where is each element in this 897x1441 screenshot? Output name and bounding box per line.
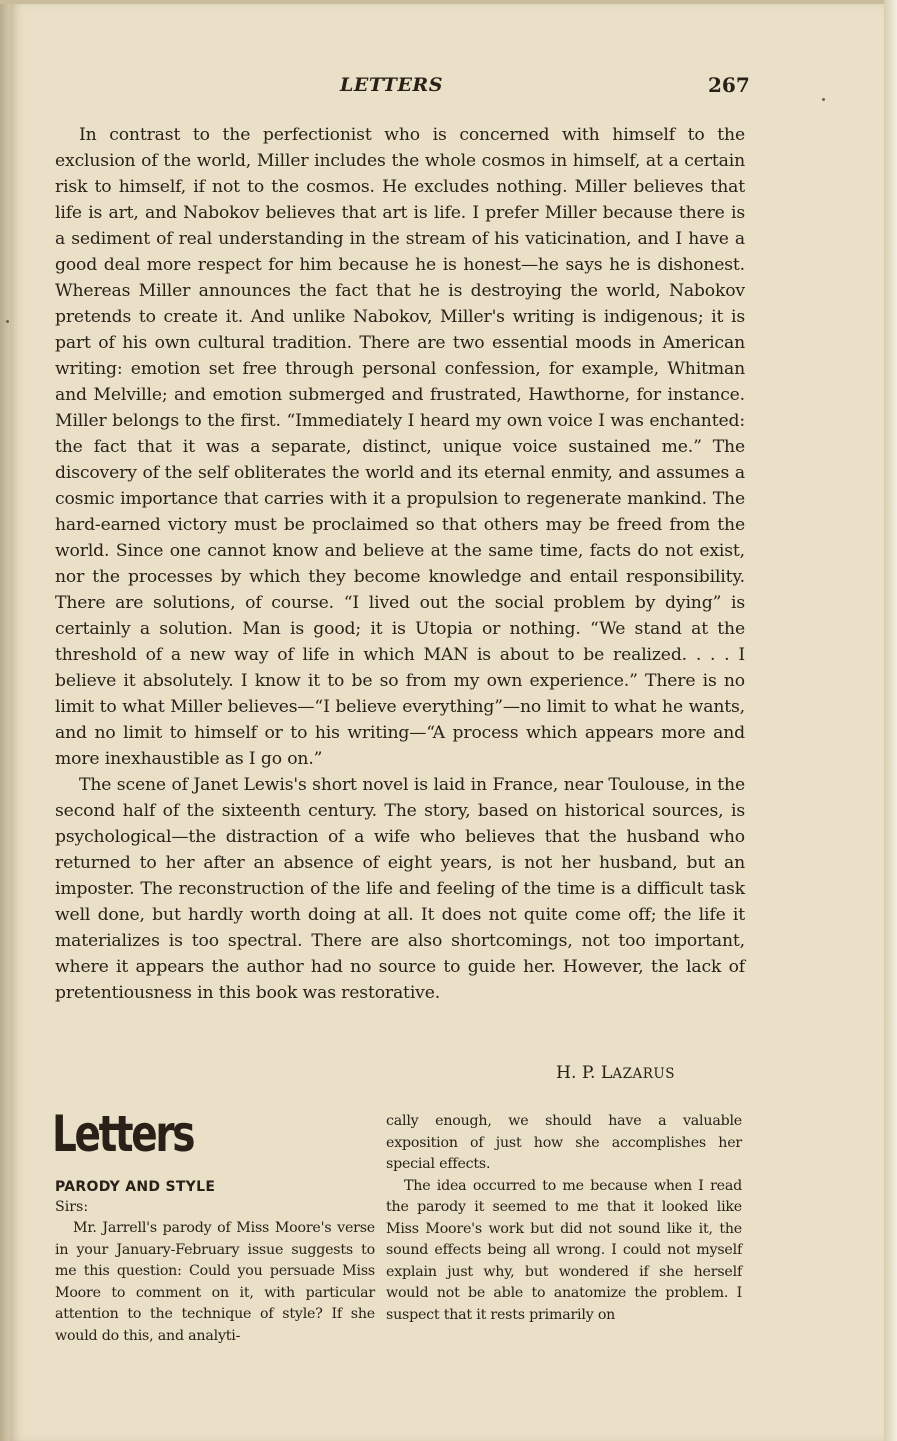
- review-text: [55, 122, 745, 1006]
- running-head: LETTERS: [340, 74, 443, 96]
- paper-speck: [822, 98, 825, 101]
- page-top-edge: [0, 0, 897, 4]
- letter-column-right: [386, 1111, 742, 1326]
- paper-speck: [6, 320, 9, 323]
- page-number: 267: [708, 73, 750, 97]
- signature-initials: H. P. L: [556, 1063, 613, 1083]
- page-right-edge: [884, 0, 897, 1441]
- review-paragraph-1: In contrast to the perfectionist who is concerned with himself to the exclusion of the world, Miller includes the whole cosmos in himself, at a certain risk to himself, if not to the cosmos. He excludes nothing. Miller believes that life is art, and Nabokov believes that art is life. I prefer Miller because there is a sediment of real understanding in the stream of his vaticination, and I have a good deal more respect for him because he is honest—he says he is dishonest. Whereas Miller announces the fact that he is destroying the world, Nabokov pretends to create it. And unlike Nabokov, Miller's writing is indigenous; it is part of his own cultural tradition. There are two essential moods in American writing: emotion set free through personal confession, for example, Whitman and Melville; and emotion submerged and frustrated, Hawthorne, for instance. Miller belongs to the first. “Immediately I heard my own voice I was enchanted: the fact that it was a separate, distinct, unique voice sustained me.” The discovery of the self obliterates the world and its eternal enmity, and assumes a cosmic importance that carries with it a propulsion to regenerate mankind. The hard-earned victory must be proclaimed so that others may be freed from the world. Since one cannot know and believe at the same time, facts do not exist, nor the processes by which they become knowledge and entail responsibility. There are solutions, of course. “I lived out the social problem by dying” is certainly a solution. Man is good; it is Utopia or nothing. “We stand at the threshold of a new way of life in which MAN is about to be realized. . . . I believe it absolutely. I know it to be so from my own experience.” There is no limit to what Miller believes—“I believe everything”—no limit to what he wants, and no limit to himself or to his writing—“A process which appears more and more inexhaustible as I go on.”: [55, 125, 745, 769]
- signature-surname-smallcaps: AZARUS: [612, 1066, 676, 1082]
- review-signature: [556, 1063, 675, 1083]
- letter-paragraph-2: The idea occurred to me because when I read the parody it seemed to me that it looked like Miss Moore's work but did not sound like it, the sound effects being all wrong. I could not myself explain just why, but wondered if she herself would not be able to anatomize the problem. I suspect that it rests primarily on: [386, 1177, 742, 1323]
- review-paragraph-2: The scene of Janet Lewis's short novel is laid in France, near Toulouse, in the second half of the sixteenth century. The story, based on historical sources, is psychological—the distraction of a wife who believes that the husband who returned to her after an absence of eight years, is not her husband, but an imposter. The reconstruction of the life and feeling of the time is a difficult task well done, but hardly worth doing at all. It does not quite come off; the life it materializes is too spectral. There are also shortcomings, not too important, where it appears the author had no source to guide her. However, the lack of pretentiousness in this book was restorative.: [55, 775, 745, 1003]
- letter-salutation: Sirs:: [55, 1199, 89, 1215]
- letter-title: PARODY AND STYLE: [55, 1179, 216, 1195]
- letter-column-left: [55, 1177, 375, 1347]
- letter-paragraph-1: Mr. Jarrell's parody of Miss Moore's verse in your January-February issue suggests to me this question: Could you persuade Miss Moore to comment on it, with particular attention to the technique of style? If she would do this, and analyti-: [55, 1220, 375, 1344]
- letters-section-heading: Letters: [52, 1105, 194, 1163]
- letter-paragraph-continued: cally enough, we should have a valuable exposition of just how she accomplishes her special effects.: [386, 1113, 742, 1172]
